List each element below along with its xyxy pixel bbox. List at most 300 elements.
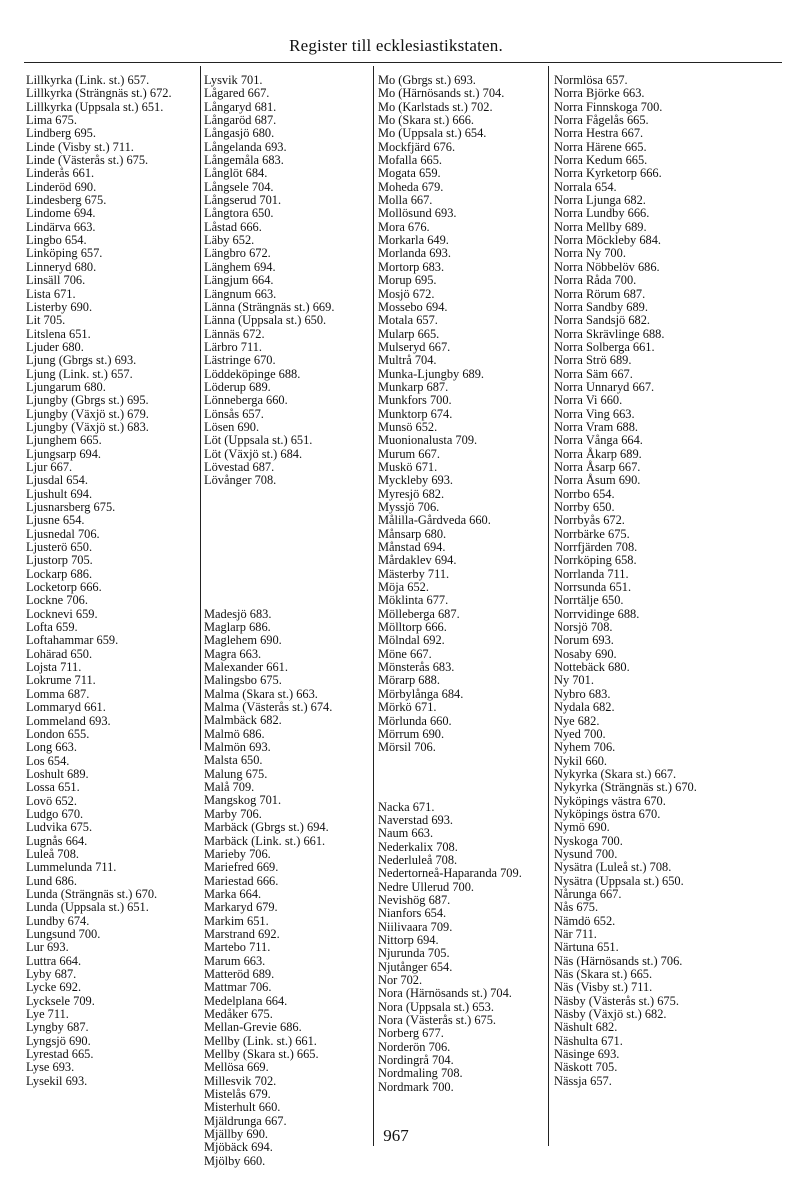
index-entry: Linderöd 690. bbox=[26, 179, 97, 194]
index-section-m2 bbox=[378, 74, 546, 755]
index-entry: Lännäs 672. bbox=[204, 326, 265, 341]
index-entry: Norra Säm 667. bbox=[554, 366, 633, 381]
index-entry: Lugnås 664. bbox=[26, 833, 88, 848]
index-entry: Myresjö 682. bbox=[378, 486, 445, 501]
index-entry: Luleå 708. bbox=[26, 846, 79, 861]
index-entry: Länghem 694. bbox=[204, 259, 276, 274]
index-entry: Nosaby 690. bbox=[554, 646, 617, 661]
index-entry: Mjölby 660. bbox=[204, 1153, 266, 1168]
index-entry: Morup 695. bbox=[378, 273, 437, 288]
index-entry: Möklinta 677. bbox=[378, 593, 449, 608]
index-entry: Nedertorneå-Haparanda 709. bbox=[378, 866, 522, 881]
index-entry: Möja 652. bbox=[378, 580, 429, 595]
index-entry: Lyngsjö 690. bbox=[26, 1033, 91, 1048]
index-entry: Nora (Härnösands st.) 704. bbox=[378, 986, 512, 1001]
index-entry: Lindärva 663. bbox=[26, 219, 96, 234]
index-entry: Morkarla 649. bbox=[378, 233, 449, 248]
index-entry: Moheda 679. bbox=[378, 179, 444, 194]
section-gap bbox=[378, 755, 546, 801]
index-entry: Lokrume 711. bbox=[26, 673, 96, 688]
section-gap bbox=[204, 488, 370, 608]
index-entry: Lingbo 654. bbox=[26, 233, 87, 248]
index-entry: Norrfjärden 708. bbox=[554, 540, 638, 555]
index-entry: Marieby 706. bbox=[204, 846, 271, 861]
index-entry: Muonionalusta 709. bbox=[378, 433, 478, 448]
index-entry: Norrköping 658. bbox=[554, 553, 637, 568]
index-entry: Norra Rörum 687. bbox=[554, 286, 646, 301]
index-entry: Ljunghem 665. bbox=[26, 433, 102, 448]
index-entry: Mollösund 693. bbox=[378, 206, 457, 221]
index-entry: Ljustorp 705. bbox=[26, 553, 93, 568]
index-entry: Mellby (Skara st.) 665. bbox=[204, 1047, 319, 1061]
index-entry: Närtuna 651. bbox=[554, 940, 619, 955]
index-entry: Näshulta 671. bbox=[554, 1033, 623, 1048]
index-entry: Martebo 711. bbox=[204, 940, 271, 955]
index-entry: Lunda (Uppsala st.) 651. bbox=[26, 900, 149, 915]
index-entry: Nås 675. bbox=[554, 900, 599, 915]
index-entry: Long 663. bbox=[26, 740, 77, 755]
index-entry: Ljusdal 654. bbox=[26, 473, 88, 488]
index-entry: Lövestad 687. bbox=[204, 459, 275, 474]
index-entry: Nor 702. bbox=[378, 973, 423, 987]
index-entry: Mangskog 701. bbox=[204, 793, 282, 808]
index-entry: Locknevi 659. bbox=[26, 606, 98, 621]
index-entry: Nyhem 706. bbox=[554, 740, 616, 755]
index-entry: Mjäldrunga 667. bbox=[204, 1113, 287, 1128]
index-entry: Näs (Skara st.) 665. bbox=[554, 967, 653, 982]
index-entry: Myssjö 706. bbox=[378, 500, 440, 514]
index-entry: Naum 663. bbox=[378, 826, 434, 841]
index-entry: Lönsås 657. bbox=[204, 406, 264, 421]
index-entry: Mariestad 666. bbox=[204, 873, 279, 888]
index-column-2 bbox=[204, 74, 370, 1168]
index-entry: Låstad 666. bbox=[204, 219, 262, 234]
index-entry: Millesvik 702. bbox=[204, 1073, 277, 1088]
index-entry: Malung 675. bbox=[204, 766, 268, 781]
index-entry: Nyskoga 700. bbox=[554, 833, 623, 848]
index-entry: Näsby (Växjö st.) 682. bbox=[554, 1007, 667, 1022]
index-entry: Multrå 704. bbox=[378, 353, 437, 368]
index-entry: Nianfors 654. bbox=[378, 906, 447, 921]
index-entry: Norrlanda 711. bbox=[554, 566, 629, 581]
index-entry: Löt (Uppsala st.) 651. bbox=[204, 433, 313, 448]
index-entry: Mockfjärd 676. bbox=[378, 139, 456, 154]
index-entry: Mo (Skara st.) 666. bbox=[378, 113, 475, 128]
index-entry: Munka-Ljungby 689. bbox=[378, 366, 484, 381]
index-entry: Nedre Ullerud 700. bbox=[378, 879, 474, 894]
index-entry: Lit 705. bbox=[26, 313, 66, 328]
index-entry: Ljungsarp 694. bbox=[26, 446, 102, 461]
index-entry: Ljusne 654. bbox=[26, 513, 85, 528]
index-entry: Norra Unnaryd 667. bbox=[554, 379, 655, 394]
index-entry: Lysekil 693. bbox=[26, 1073, 88, 1088]
index-entry: Nykil 660. bbox=[554, 753, 608, 768]
index-entry: Norra Solberga 661. bbox=[554, 339, 655, 354]
index-entry: Mjöbäck 694. bbox=[204, 1140, 273, 1155]
index-entry: Nämdö 652. bbox=[554, 913, 616, 928]
index-entry: Mo (Uppsala st.) 654. bbox=[378, 126, 487, 141]
index-entry: Ljusnarsberg 675. bbox=[26, 500, 116, 514]
index-entry: Lillkyrka (Uppsala st.) 651. bbox=[26, 99, 164, 114]
index-entry: Normlösa 657. bbox=[554, 73, 628, 87]
index-entry: Mattmar 706. bbox=[204, 980, 272, 995]
index-entry: Månstad 694. bbox=[378, 540, 446, 555]
index-entry: Långlöt 684. bbox=[204, 166, 268, 181]
index-entry: Lundby 674. bbox=[26, 913, 90, 928]
index-entry: Norra Strö 689. bbox=[554, 353, 632, 368]
index-entry: Marum 663. bbox=[204, 953, 266, 968]
index-entry: Längnum 663. bbox=[204, 286, 277, 301]
index-entry: Norra Vi 660. bbox=[554, 393, 623, 408]
index-entry: Lindome 694. bbox=[26, 206, 96, 221]
index-entry: Lungsund 700. bbox=[26, 927, 101, 941]
index-entry: Lossa 651. bbox=[26, 780, 80, 795]
index-entry: Norrby 650. bbox=[554, 500, 615, 514]
index-entry: Nevishög 687. bbox=[378, 892, 451, 907]
index-entry: Norra Nöbbelöv 686. bbox=[554, 259, 660, 274]
page-title: Register till ecklesiastikstaten. bbox=[289, 36, 503, 55]
index-entry: Mo (Härnösands st.) 704. bbox=[378, 86, 505, 101]
index-entry: Nykyrka (Skara st.) 667. bbox=[554, 766, 677, 781]
index-entry: Malmö 686. bbox=[204, 726, 265, 741]
index-entry: Lommaryd 661. bbox=[26, 700, 106, 715]
index-entry: Nacka 671. bbox=[378, 799, 435, 814]
index-entry: Mo (Karlstads st.) 702. bbox=[378, 99, 493, 114]
index-entry: Långsele 704. bbox=[204, 179, 274, 194]
index-entry: Lunda (Strängnäs st.) 670. bbox=[26, 886, 158, 901]
index-entry: Lärbro 711. bbox=[204, 339, 263, 354]
index-entry: Näshult 682. bbox=[554, 1020, 618, 1035]
index-entry: Längbro 672. bbox=[204, 246, 271, 261]
index-entry: Malmbäck 682. bbox=[204, 713, 282, 728]
index-entry: Malma (Skara st.) 663. bbox=[204, 686, 318, 701]
index-entry: Långaryd 681. bbox=[204, 99, 277, 114]
index-entry: Ljungby (Växjö st.) 679. bbox=[26, 406, 149, 421]
index-entry: Norderön 706. bbox=[378, 1039, 451, 1054]
index-entry: Långemåla 683. bbox=[204, 153, 284, 168]
index-entry: Nydala 682. bbox=[554, 700, 615, 715]
index-entry: Lummelunda 711. bbox=[26, 860, 117, 875]
page-number: 967 bbox=[383, 1126, 409, 1145]
index-entry: Nykyrka (Strängnäs st.) 670. bbox=[554, 780, 697, 795]
index-entry: Norra Sandby 689. bbox=[554, 299, 648, 314]
index-entry: Norra Mellby 689. bbox=[554, 219, 647, 234]
index-entry: Munkarp 687. bbox=[378, 379, 449, 394]
index-entry: Mönsterås 683. bbox=[378, 660, 455, 675]
header-rule bbox=[24, 62, 782, 63]
index-entry: Lågared 667. bbox=[204, 86, 270, 101]
index-entry: Näsby (Västerås st.) 675. bbox=[554, 993, 679, 1008]
index-entry: Nysund 700. bbox=[554, 846, 618, 861]
column-divider bbox=[548, 66, 549, 1146]
index-entry: Malma (Västerås st.) 674. bbox=[204, 700, 333, 715]
index-entry: Lästringe 670. bbox=[204, 353, 276, 368]
index-entry: Nederkalix 708. bbox=[378, 839, 458, 854]
index-entry: Medåker 675. bbox=[204, 1006, 273, 1021]
index-entry: Länna (Strängnäs st.) 669. bbox=[204, 299, 335, 314]
index-entry: Lojsta 711. bbox=[26, 660, 82, 675]
index-entry: Los 654. bbox=[26, 753, 70, 768]
index-entry: Mellby (Link. st.) 661. bbox=[204, 1033, 317, 1048]
index-entry: Ljung (Gbrgs st.) 693. bbox=[26, 353, 137, 368]
index-entry: Lyngby 687. bbox=[26, 1020, 89, 1035]
index-entry: Ljur 667. bbox=[26, 459, 73, 474]
index-entry: Lindberg 695. bbox=[26, 126, 96, 141]
index-entry: Loftahammar 659. bbox=[26, 633, 119, 648]
index-entry: Myckleby 693. bbox=[378, 473, 454, 488]
index-entry: Norrbärke 675. bbox=[554, 526, 630, 541]
index-entry: Lycksele 709. bbox=[26, 993, 95, 1008]
index-entry: Norra Björke 663. bbox=[554, 86, 645, 101]
index-entry: Norra Skrävlinge 688. bbox=[554, 326, 665, 341]
index-entry: Nysätra (Luleå st.) 708. bbox=[554, 860, 672, 875]
index-entry: Maglehem 690. bbox=[204, 633, 282, 648]
index-entry: Ljungby (Växjö st.) 683. bbox=[26, 419, 149, 434]
index-entry: Nora (Uppsala st.) 653. bbox=[378, 999, 494, 1014]
index-entry: Linköping 657. bbox=[26, 246, 103, 261]
index-entry: Matteröd 689. bbox=[204, 966, 275, 981]
index-entry: Norra Sandsjö 682. bbox=[554, 313, 651, 328]
index-entry: Linde (Visby st.) 711. bbox=[26, 139, 134, 154]
index-entry: Ljuder 680. bbox=[26, 339, 84, 354]
index-entry: Marby 706. bbox=[204, 806, 262, 821]
index-entry: Lövånger 708. bbox=[204, 473, 277, 488]
index-entry: Nederluleå 708. bbox=[378, 852, 458, 867]
index-entry: Norum 693. bbox=[554, 633, 614, 648]
index-entry: Mo (Gbrgs st.) 693. bbox=[378, 73, 476, 87]
index-entry: Mästerby 711. bbox=[378, 566, 450, 581]
index-entry: Långaröd 687. bbox=[204, 113, 277, 128]
index-entry: Mjällby 690. bbox=[204, 1127, 269, 1142]
index-entry: Munktorp 674. bbox=[378, 406, 453, 421]
index-entry: Ljungarum 680. bbox=[26, 379, 106, 394]
index-entry: Markaryd 679. bbox=[204, 900, 278, 915]
index-entry: Norra Vram 688. bbox=[554, 419, 639, 434]
index-entry: Norra Härene 665. bbox=[554, 139, 647, 154]
index-entry: Magra 663. bbox=[204, 646, 262, 661]
index-entry: Motala 657. bbox=[378, 313, 438, 328]
index-entry: Långtora 650. bbox=[204, 206, 274, 221]
index-entry: Norra Kyrketorp 666. bbox=[554, 166, 662, 181]
index-entry: Lyrestad 665. bbox=[26, 1047, 94, 1062]
index-entry: Norra Åsum 690. bbox=[554, 473, 641, 488]
index-entry: Medelplana 664. bbox=[204, 993, 288, 1008]
index-entry: Löderup 689. bbox=[204, 379, 271, 394]
index-entry: Munkfors 700. bbox=[378, 393, 452, 408]
index-section-m bbox=[204, 608, 370, 1168]
index-entry: Luttra 664. bbox=[26, 953, 82, 968]
index-column-3 bbox=[378, 74, 546, 1094]
index-entry: Lohärad 650. bbox=[26, 646, 93, 661]
index-entry: Nye 682. bbox=[554, 713, 600, 728]
index-entry: Lockarp 686. bbox=[26, 566, 93, 581]
index-entry: Muskö 671. bbox=[378, 459, 438, 474]
index-entry: Lysvik 701. bbox=[204, 73, 263, 87]
index-entry: Mölltorp 666. bbox=[378, 620, 447, 635]
index-entry: Längjum 664. bbox=[204, 273, 274, 288]
index-entry: Löt (Växjö st.) 684. bbox=[204, 446, 303, 461]
index-entry: Ljung (Link. st.) 657. bbox=[26, 366, 133, 381]
index-entry: Norra Vånga 664. bbox=[554, 433, 643, 448]
index-entry: Mularp 665. bbox=[378, 326, 440, 341]
index-entry: Mårdaklev 694. bbox=[378, 553, 457, 568]
index-entry: Norra Råda 700. bbox=[554, 273, 637, 288]
index-entry: Mörarp 688. bbox=[378, 673, 440, 688]
index-entry: Malexander 661. bbox=[204, 660, 288, 675]
index-entry: Näsinge 693. bbox=[554, 1047, 620, 1062]
index-entry: Mörkö 671. bbox=[378, 700, 437, 715]
index-entry: Målilla-Gårdveda 660. bbox=[378, 513, 491, 528]
index-entry: Marstrand 692. bbox=[204, 926, 280, 941]
index-entry: Ljusterö 650. bbox=[26, 540, 93, 555]
index-entry: Munsö 652. bbox=[378, 419, 438, 434]
index-entry: Ljungby (Gbrgs st.) 695. bbox=[26, 393, 149, 408]
index-entry: Nymö 690. bbox=[554, 820, 610, 835]
index-entry: Nordingrå 704. bbox=[378, 1053, 454, 1068]
index-entry: Nordmark 700. bbox=[378, 1079, 454, 1094]
index-entry: Listerby 690. bbox=[26, 299, 93, 314]
index-entry: Mortorp 683. bbox=[378, 259, 445, 274]
index-entry: Lyby 687. bbox=[26, 967, 77, 982]
index-entry: Norra Kedum 665. bbox=[554, 153, 648, 168]
index-entry: Lönneberga 660. bbox=[204, 393, 288, 408]
index-entry: Lillkyrka (Link. st.) 657. bbox=[26, 73, 150, 87]
index-entry: Nyköpings östra 670. bbox=[554, 806, 661, 821]
index-entry: När 711. bbox=[554, 927, 597, 941]
index-entry: Läby 652. bbox=[204, 233, 255, 248]
index-entry: Mörlunda 660. bbox=[378, 713, 452, 728]
index-entry: Nittorp 694. bbox=[378, 932, 439, 947]
index-entry: Mofalla 665. bbox=[378, 153, 443, 168]
index-entry: Norrsunda 651. bbox=[554, 580, 632, 595]
index-entry: Lommeland 693. bbox=[26, 713, 111, 728]
index-entry: Marka 664. bbox=[204, 886, 262, 901]
index-entry: Linneryd 680. bbox=[26, 259, 97, 274]
index-entry: Lovö 652. bbox=[26, 793, 77, 808]
index-entry: Nottebäck 680. bbox=[554, 660, 630, 675]
index-entry: Mistelås 679. bbox=[204, 1087, 271, 1102]
index-entry: Norra Ljunga 682. bbox=[554, 193, 646, 208]
index-entry: Ludgo 670. bbox=[26, 806, 84, 821]
index-entry: Norsjö 708. bbox=[554, 620, 613, 635]
index-entry: Linde (Västerås st.) 675. bbox=[26, 153, 149, 168]
index-entry: Näs (Visby st.) 711. bbox=[554, 980, 653, 995]
index-entry: Lima 675. bbox=[26, 113, 77, 128]
index-entry: Lindesberg 675. bbox=[26, 193, 107, 208]
index-entry: Nyköpings västra 670. bbox=[554, 793, 666, 808]
index-entry: Långserud 701. bbox=[204, 193, 282, 208]
index-entry: Molla 667. bbox=[378, 193, 433, 208]
index-entry: Maglarp 686. bbox=[204, 620, 271, 634]
index-entry: Murum 667. bbox=[378, 446, 440, 461]
index-entry: Lomma 687. bbox=[26, 686, 90, 701]
index-entry: Mörsil 706. bbox=[378, 740, 436, 755]
index-entry: Nyed 700. bbox=[554, 726, 606, 741]
index-entry: Näs (Härnösands st.) 706. bbox=[554, 953, 683, 968]
index-entry: Norra Möckleby 684. bbox=[554, 233, 662, 248]
index-entry: Malsta 650. bbox=[204, 753, 263, 768]
index-entry: Lockne 706. bbox=[26, 593, 88, 608]
index-entry: Mogata 659. bbox=[378, 166, 441, 181]
index-entry: Nässja 657. bbox=[554, 1073, 612, 1088]
index-entry: Litslena 651. bbox=[26, 326, 91, 341]
index-entry: Mora 676. bbox=[378, 219, 430, 234]
index-entry: Mellan-Grevie 686. bbox=[204, 1020, 302, 1035]
index-entry: Mulseryd 667. bbox=[378, 339, 451, 354]
index-entry: Lur 693. bbox=[26, 940, 69, 955]
index-entry: Norra Fågelås 665. bbox=[554, 113, 649, 128]
index-entry: Mossebo 694. bbox=[378, 299, 448, 314]
index-entry: Lösen 690. bbox=[204, 419, 260, 434]
index-entry: Loshult 689. bbox=[26, 766, 89, 781]
index-entry: Mörrum 690. bbox=[378, 726, 445, 741]
index-entry: Mölleberga 687. bbox=[378, 606, 460, 621]
index-section-n bbox=[378, 801, 546, 1095]
index-entry: Niilivaara 709. bbox=[378, 919, 453, 934]
index-entry: Lye 711. bbox=[26, 1007, 69, 1022]
index-entry: Mellösa 669. bbox=[204, 1060, 269, 1075]
index-entry: Norra Ving 663. bbox=[554, 406, 635, 421]
index-entry: Näskott 705. bbox=[554, 1060, 618, 1075]
index-entry: Morlanda 693. bbox=[378, 246, 451, 261]
index-entry: Lista 671. bbox=[26, 286, 76, 301]
index-entry: Markim 651. bbox=[204, 913, 269, 928]
index-entry: Norberg 677. bbox=[378, 1026, 444, 1041]
index-entry: Naverstad 693. bbox=[378, 812, 454, 827]
index-entry: Månsarp 680. bbox=[378, 526, 447, 541]
index-entry: Norra Hestra 667. bbox=[554, 126, 644, 141]
index-entry: Länna (Uppsala st.) 650. bbox=[204, 313, 327, 328]
index-section-l bbox=[204, 74, 370, 488]
index-entry: Lillkyrka (Strängnäs st.) 672. bbox=[26, 86, 172, 101]
index-entry: Lycke 692. bbox=[26, 980, 82, 995]
index-column-1 bbox=[26, 74, 198, 1088]
index-entry: Malingsbo 675. bbox=[204, 673, 282, 688]
index-entry: Ludvika 675. bbox=[26, 820, 93, 835]
index-entry: Njutånger 654. bbox=[378, 959, 453, 974]
index-column-4 bbox=[554, 74, 724, 1088]
index-entry: Malmön 693. bbox=[204, 740, 271, 755]
index-entry: Marbäck (Link. st.) 661. bbox=[204, 833, 326, 848]
index-entry: Marbäck (Gbrgs st.) 694. bbox=[204, 820, 329, 835]
index-entry: Njurunda 705. bbox=[378, 946, 450, 961]
column-divider bbox=[373, 66, 374, 1146]
index-entry: Mölndal 692. bbox=[378, 633, 445, 648]
column-divider bbox=[200, 66, 201, 750]
index-entry: Norra Åsarp 667. bbox=[554, 459, 641, 474]
index-entry: Mörbylånga 684. bbox=[378, 686, 464, 701]
index-entry: Långelanda 693. bbox=[204, 139, 287, 154]
index-entry: Lyse 693. bbox=[26, 1060, 75, 1075]
index-entry: Norrvidinge 688. bbox=[554, 606, 640, 621]
index-entry: Misterhult 660. bbox=[204, 1100, 281, 1115]
index-entry: Linderås 661. bbox=[26, 166, 95, 181]
index-entry: Nybro 683. bbox=[554, 686, 611, 701]
index-entry: London 655. bbox=[26, 726, 90, 741]
index-entry: Ljushult 694. bbox=[26, 486, 93, 501]
index-entry: Norra Lundby 666. bbox=[554, 206, 650, 221]
index-entry: Norra Finnskoga 700. bbox=[554, 99, 663, 114]
index-entry: Ny 701. bbox=[554, 673, 594, 688]
index-entry: Norrbo 654. bbox=[554, 486, 615, 501]
index-entry: Linsäll 706. bbox=[26, 273, 86, 288]
index-entry: Mariefred 669. bbox=[204, 860, 279, 875]
index-entry: Nora (Västerås st.) 675. bbox=[378, 1013, 497, 1028]
index-entry: Norra Åkarp 689. bbox=[554, 446, 642, 461]
index-entry: Nordmaling 708. bbox=[378, 1066, 463, 1081]
index-entry: Norrala 654. bbox=[554, 179, 617, 194]
index-entry: Nårunga 667. bbox=[554, 886, 622, 901]
